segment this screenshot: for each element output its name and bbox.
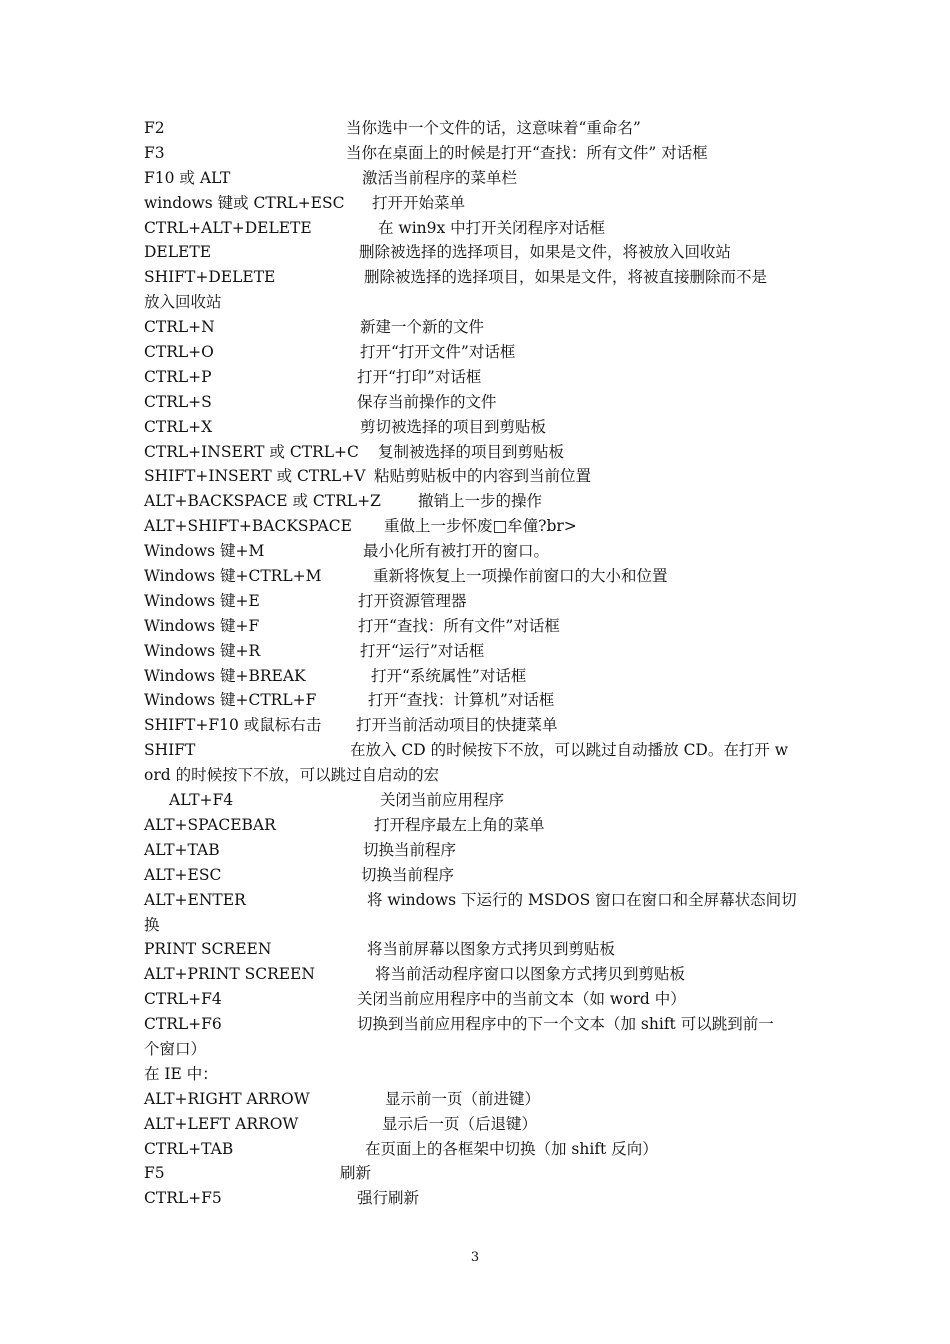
shortcut-row xyxy=(144,738,806,763)
shortcut-key: CTRL+INSERT 或 CTRL+C xyxy=(144,442,359,461)
shortcut-row xyxy=(144,191,806,216)
shortcut-row xyxy=(144,962,806,987)
shortcut-desc: 在页面上的各框架中切换（加 shift 反向） xyxy=(365,1139,658,1158)
shortcut-key: ALT+PRINT SCREEN xyxy=(144,965,315,984)
shortcut-desc: 刷新 xyxy=(340,1164,372,1183)
shortcut-row xyxy=(144,265,806,290)
shortcut-row xyxy=(144,216,806,241)
shortcut-row xyxy=(144,614,806,639)
shortcut-row xyxy=(144,116,806,141)
shortcut-list xyxy=(144,116,806,1211)
shortcut-row xyxy=(144,688,806,713)
shortcut-row xyxy=(144,888,806,913)
shortcut-row xyxy=(144,788,806,813)
shortcut-desc-continued: 换 xyxy=(144,915,160,934)
shortcut-desc: 新建一个新的文件 xyxy=(360,318,485,337)
shortcut-key: Windows 键+F xyxy=(144,616,260,635)
shortcut-desc: 打开开始菜单 xyxy=(372,193,466,212)
shortcut-desc: 撤销上一步的操作 xyxy=(418,492,543,511)
shortcut-desc: 在放入 CD 的时候按下不放，可以跳过自动播放 CD。在打开 w xyxy=(350,741,789,760)
shortcut-desc: 重新将恢复上一项操作前窗口的大小和位置 xyxy=(373,567,668,586)
shortcut-key: ALT+ENTER xyxy=(144,890,246,909)
page-number: 3 xyxy=(470,1250,480,1265)
shortcut-desc: 最小化所有被打开的窗口。 xyxy=(363,542,550,561)
shortcut-desc: 打开当前活动项目的快捷菜单 xyxy=(356,716,558,735)
shortcut-desc: 切换到当前应用程序中的下一个文本（加 shift 可以跳到前一 xyxy=(357,1015,774,1034)
shortcut-key: ALT+SHIFT+BACKSPACE xyxy=(144,517,352,536)
shortcut-key: ALT+LEFT ARROW xyxy=(144,1114,299,1133)
shortcut-desc: 打开“打开文件”对话框 xyxy=(360,343,516,362)
shortcut-key: CTRL+F4 xyxy=(144,990,222,1009)
shortcut-key: CTRL+ALT+DELETE xyxy=(144,218,312,237)
shortcut-desc: 将 windows 下运行的 MSDOS 窗口在窗口和全屏幕状态间切 xyxy=(367,890,797,909)
shortcut-key: CTRL+S xyxy=(144,392,212,411)
shortcut-desc: 打开“打印”对话框 xyxy=(357,367,482,386)
shortcut-key: CTRL+TAB xyxy=(144,1139,234,1158)
shortcut-key: CTRL+X xyxy=(144,417,213,436)
shortcut-row xyxy=(144,1012,806,1037)
shortcut-desc-continued: ord 的时候按下不放，可以跳过自启动的宏 xyxy=(144,766,440,785)
shortcut-desc: 关闭当前应用程序中的当前文本（如 word 中） xyxy=(357,990,686,1009)
shortcut-row xyxy=(144,564,806,589)
shortcut-desc: 强行刷新 xyxy=(357,1189,420,1208)
shortcut-key: F5 xyxy=(144,1164,165,1183)
shortcut-desc: 当你在桌面上的时候是打开“查找：所有文件” 对话框 xyxy=(346,143,708,162)
shortcut-desc: 打开“查找：计算机”对话框 xyxy=(368,691,555,710)
shortcut-row xyxy=(144,464,806,489)
shortcut-desc: 打开“运行”对话框 xyxy=(360,641,485,660)
shortcut-desc: 当你选中一个文件的话，这意味着“重命名” xyxy=(346,119,641,137)
shortcut-row xyxy=(144,713,806,738)
shortcut-desc-continued: 放入回收站 xyxy=(144,293,222,312)
shortcut-key: SHIFT+INSERT 或 CTRL+V xyxy=(144,467,366,486)
shortcut-desc: 切换当前程序 xyxy=(363,840,457,859)
shortcut-desc: 在 win9x 中打开关闭程序对话框 xyxy=(378,218,606,237)
shortcut-key: SHIFT+DELETE xyxy=(144,268,276,287)
shortcut-row xyxy=(144,514,806,539)
shortcut-desc-continued: 个窗口） xyxy=(144,1039,207,1058)
shortcut-key: F3 xyxy=(144,143,165,162)
shortcut-key: ALT+ESC xyxy=(144,865,222,884)
shortcut-key: ALT+RIGHT ARROW xyxy=(144,1089,310,1108)
ie-shortcut-row xyxy=(144,1186,806,1211)
shortcut-row xyxy=(144,390,806,415)
ie-shortcut-row xyxy=(144,1137,806,1162)
shortcut-desc: 打开资源管理器 xyxy=(358,591,467,610)
shortcut-key: CTRL+O xyxy=(144,343,214,362)
shortcut-row xyxy=(144,489,806,514)
shortcut-key: CTRL+P xyxy=(144,367,212,386)
ie-shortcut-row xyxy=(144,1161,806,1186)
shortcut-key: Windows 键+CTRL+F xyxy=(144,691,317,710)
shortcut-desc: 剪切被选择的项目到剪贴板 xyxy=(360,417,547,436)
shortcut-desc: 显示后一页（后退键） xyxy=(382,1114,538,1133)
shortcut-key: DELETE xyxy=(144,243,212,262)
shortcut-desc: 重做上一步怀废□牟僮?br> xyxy=(384,517,577,536)
ie-shortcut-row xyxy=(144,1112,806,1137)
shortcut-key: ALT+SPACEBAR xyxy=(144,815,276,834)
shortcut-desc: 显示前一页（前进键） xyxy=(385,1089,541,1108)
shortcut-row xyxy=(144,315,806,340)
shortcut-key: F2 xyxy=(144,119,165,137)
shortcut-desc: 切换当前程序 xyxy=(361,865,455,884)
shortcut-desc: 激活当前程序的菜单栏 xyxy=(362,168,518,187)
shortcut-desc: 打开“查找：所有文件”对话框 xyxy=(358,616,560,635)
shortcut-row xyxy=(144,639,806,664)
shortcut-key: SHIFT xyxy=(144,741,196,760)
shortcut-desc: 关闭当前应用程序 xyxy=(380,791,505,810)
shortcut-key: CTRL+F5 xyxy=(144,1189,222,1208)
shortcut-key: ALT+BACKSPACE 或 CTRL+Z xyxy=(144,492,381,511)
shortcut-key: ALT+F4 xyxy=(169,791,234,810)
shortcut-key: SHIFT+F10 或鼠标右击 xyxy=(144,716,322,735)
shortcut-desc: 打开程序最左上角的菜单 xyxy=(374,815,545,834)
shortcut-row xyxy=(144,664,806,689)
shortcut-key: Windows 键+E xyxy=(144,591,260,610)
shortcut-key: ALT+TAB xyxy=(144,840,220,859)
shortcut-row xyxy=(144,987,806,1012)
shortcut-row xyxy=(144,813,806,838)
shortcut-row xyxy=(144,539,806,564)
shortcut-key: Windows 键+CTRL+M xyxy=(144,567,322,586)
shortcut-desc: 保存当前操作的文件 xyxy=(357,392,497,411)
shortcut-row xyxy=(144,365,806,390)
ie-section-heading: 在 IE 中： xyxy=(144,1064,218,1083)
shortcut-desc: 删除被选择的选择项目，如果是文件，将被放入回收站 xyxy=(359,243,732,262)
shortcut-key: Windows 键+R xyxy=(144,641,261,660)
shortcut-key: Windows 键+M xyxy=(144,542,265,561)
ie-shortcut-row xyxy=(144,1087,806,1112)
shortcut-key: CTRL+N xyxy=(144,318,215,337)
shortcut-row xyxy=(144,340,806,365)
shortcut-key: CTRL+F6 xyxy=(144,1015,222,1034)
shortcut-row xyxy=(144,440,806,465)
shortcut-row xyxy=(144,240,806,265)
shortcut-row xyxy=(144,937,806,962)
shortcut-desc: 将当前屏幕以图象方式拷贝到剪贴板 xyxy=(367,940,616,959)
shortcut-key: PRINT SCREEN xyxy=(144,940,272,959)
shortcut-desc: 删除被选择的选择项目，如果是文件，将被直接删除而不是 xyxy=(364,268,768,287)
shortcut-key: Windows 键+BREAK xyxy=(144,666,306,685)
shortcut-desc: 粘贴剪贴板中的内容到当前位置 xyxy=(374,467,592,486)
shortcut-desc: 将当前活动程序窗口以图象方式拷贝到剪贴板 xyxy=(375,965,686,984)
shortcut-row xyxy=(144,589,806,614)
shortcut-desc: 打开“系统属性”对话框 xyxy=(371,666,527,685)
shortcut-key: F10 或 ALT xyxy=(144,168,231,187)
shortcut-row xyxy=(144,415,806,440)
shortcut-row xyxy=(144,141,806,166)
shortcut-row xyxy=(144,838,806,863)
shortcut-row xyxy=(144,863,806,888)
shortcut-key: windows 键或 CTRL+ESC xyxy=(144,193,345,212)
shortcut-desc: 复制被选择的项目到剪贴板 xyxy=(378,442,565,461)
shortcut-row xyxy=(144,166,806,191)
